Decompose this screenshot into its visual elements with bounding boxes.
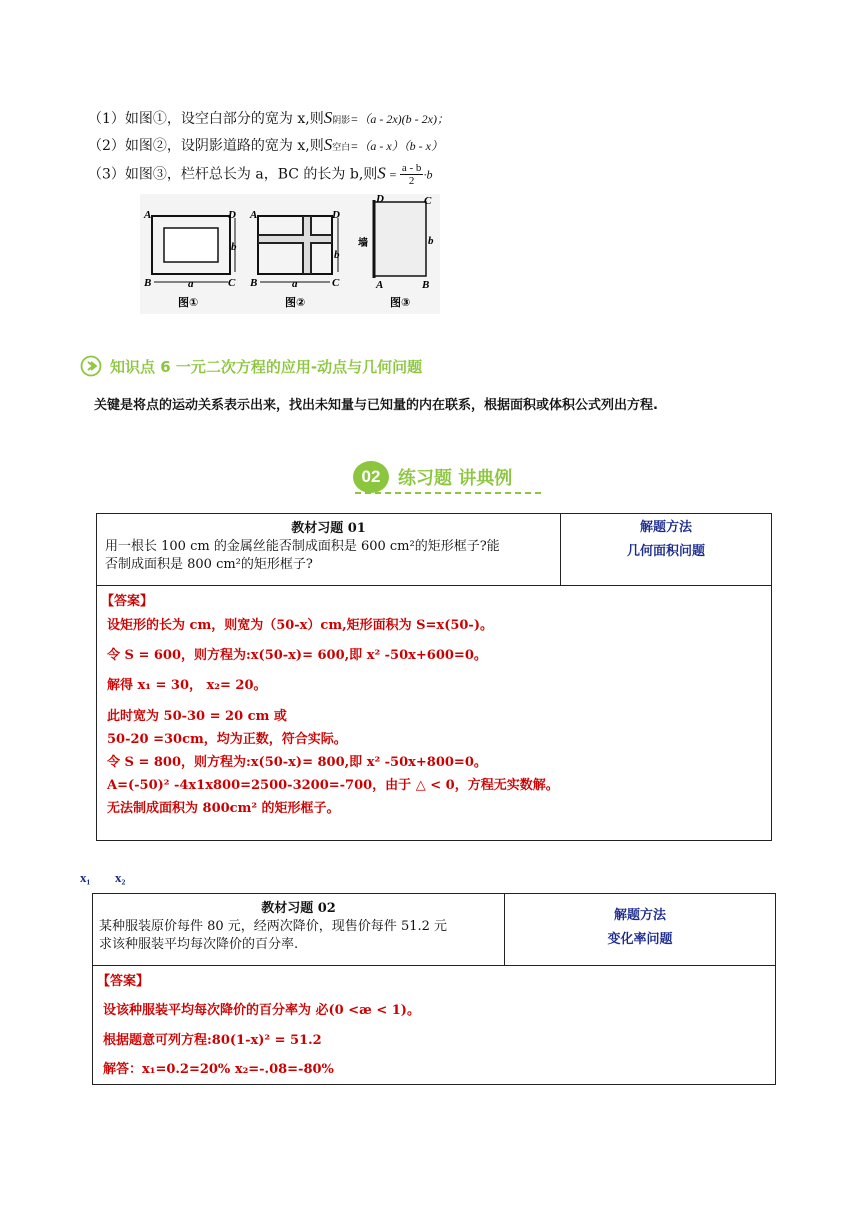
intro-line-1-text: （1）如图①，设空白部分的宽为 x,则 [88,111,324,127]
exercise-1-answer-line: 解得 x₁ = 30， x₂= 20。 [107,678,267,693]
exercise-2-answer-line: 设该种服装平均每次降价的百分率为 必(0 <æ < 1)。 [103,1003,420,1018]
exercise-2-question-line-2: 求该种服装平均每次降价的百分率. [99,937,299,952]
exercise-2-answer-label: 【答案】 [97,974,150,989]
exercise-2-method-label: 解题方法 [613,908,666,923]
exercise-1-table [96,513,772,841]
figure-2 [249,209,340,309]
exercise-1-method-label: 解题方法 [639,520,692,535]
formula-sub: 阴影 [332,116,351,126]
knowledge-point-text: 关键是将点的运动关系表示出来，找出未知量与已知量的内在联系，根据面积或体积公式列出方程. [94,398,658,413]
exercise-1-question-line-2: 否制成面积是 800 cm²的矩形框子? [105,557,313,572]
fig3-label-A: A [376,279,384,291]
exercise-2-question-line-1: 某种服装原价每件 80 元，经两次降价，现售价每件 51.2 元 [99,919,448,934]
formula-s: S [323,108,333,127]
formula-rhs: =（a - x）（b - x） [350,139,443,153]
formula-sub: 空白 [332,143,351,153]
intro-line-2-text: （2）如图②，设阴影道路的宽为 x,则 [88,138,324,154]
exercise-2-method-value: 变化率问题 [607,932,673,947]
section-divider [355,492,541,494]
fig3-caption: 图③ [390,296,411,309]
fig1-label-b: b [231,241,237,253]
intro-line-1 [88,108,449,128]
fig2-label-C: C [332,277,340,289]
formula-fraction [400,162,424,187]
exercise-1-answer-line: A=(-50)² -4x1x800=2500-3200=-700，由于 △ < 0，方程无实数解。 [107,778,559,793]
fig3-wall-label: 墙 [358,238,368,249]
fig3-label-D: D [376,194,384,205]
exercise-1-answer-line: 此时宽为 50-30 = 20 cm 或 [107,709,287,724]
fraction-denominator: 2 [408,175,415,187]
exercise-1-answer-label: 【答案】 [101,594,154,609]
formula-tail: ·b [423,167,433,182]
figures-image [140,194,440,314]
fig1-label-C: C [228,277,236,289]
exercise-2-answer-line: 根据题意可列方程:80(1-x)² = 51.2 [103,1033,322,1048]
fig2-label-b: b [334,249,340,261]
formula-rhs: =（a - 2x)(b - 2x)； [350,112,449,126]
exercise-1-answer-line: 设矩形的长为 cm，则宽为（50-x）cm,矩形面积为 S=x(50-)。 [107,618,493,633]
figure-1 [143,209,237,309]
fig2-label-D: D [332,209,340,221]
exercise-2-question-cell [93,894,505,966]
exercise-1-question-line-1: 用一根长 100 cm 的金属丝能否制成面积是 600 cm²的矩形框子?能 [105,539,500,554]
exercise-2-answer-line: 解答：x₁=0.2=20% x₂=-.08=-80% [103,1062,334,1077]
fig2-label-a: a [292,278,298,290]
exercise-2-table [92,893,776,1085]
exercise-1-answer-line: 令 S = 800，则方程为:x(50-x)= 800,即 x² -50x+800=0。 [107,755,487,770]
exercise-1-title: 教材习题 01 [291,521,366,536]
exercise-1-answer-line: 50-20 =30cm，均为正数，符合实际。 [107,732,347,747]
exercise-1-method-value: 几何面积问题 [626,544,705,559]
fig1-label-D: D [228,209,236,221]
fraction-numerator: a - b [401,162,422,174]
exercise-1-question-cell [97,514,561,586]
fig1-label-A: A [144,209,152,221]
fig2-caption: 图② [285,296,306,309]
exercise-2-title: 教材习题 02 [261,901,336,916]
fig2-label-A: A [250,209,258,221]
fig3-label-C: C [424,195,432,207]
fig3-label-b: b [428,235,434,247]
formula-s: S [377,163,386,183]
section-badge: 02 [353,461,389,493]
fig3-label-B: B [422,279,430,291]
exercise-1-answer-line: 无法制成面积为 800cm² 的矩形框子。 [107,801,340,816]
intro-line-3: （3）如图③，栏杆总长为 a，BC 的长为 b,则S = $\frac{a - b}{2}$ ·b [88,162,433,187]
formula-s: S [323,135,333,154]
exercise-1-method-cell [561,514,771,586]
knowledge-point-title: 知识点 6 一元二次方程的应用-动点与几何问题 [110,358,423,376]
figure-3 [358,194,434,309]
chevron-circle-icon [80,355,102,377]
exercise-2-method-cell [505,894,775,966]
fig2-label-B: B [250,277,258,289]
stray-x1: x₁ [80,870,91,885]
section-title: 练习题 讲典例 [398,468,513,489]
intro-line-2 [88,135,443,155]
fig1-label-a: a [188,278,194,290]
stray-x2: x₂ [115,870,126,885]
intro-line-3-text: （3）如图③，栏杆总长为 a，BC 的长为 b,则 [88,166,378,183]
fig1-label-B: B [144,277,152,289]
fig1-caption: 图① [178,296,199,309]
exercise-1-answer-line: 令 S = 600，则方程为:x(50-x)= 600,即 x² -50x+600=0。 [107,648,487,663]
